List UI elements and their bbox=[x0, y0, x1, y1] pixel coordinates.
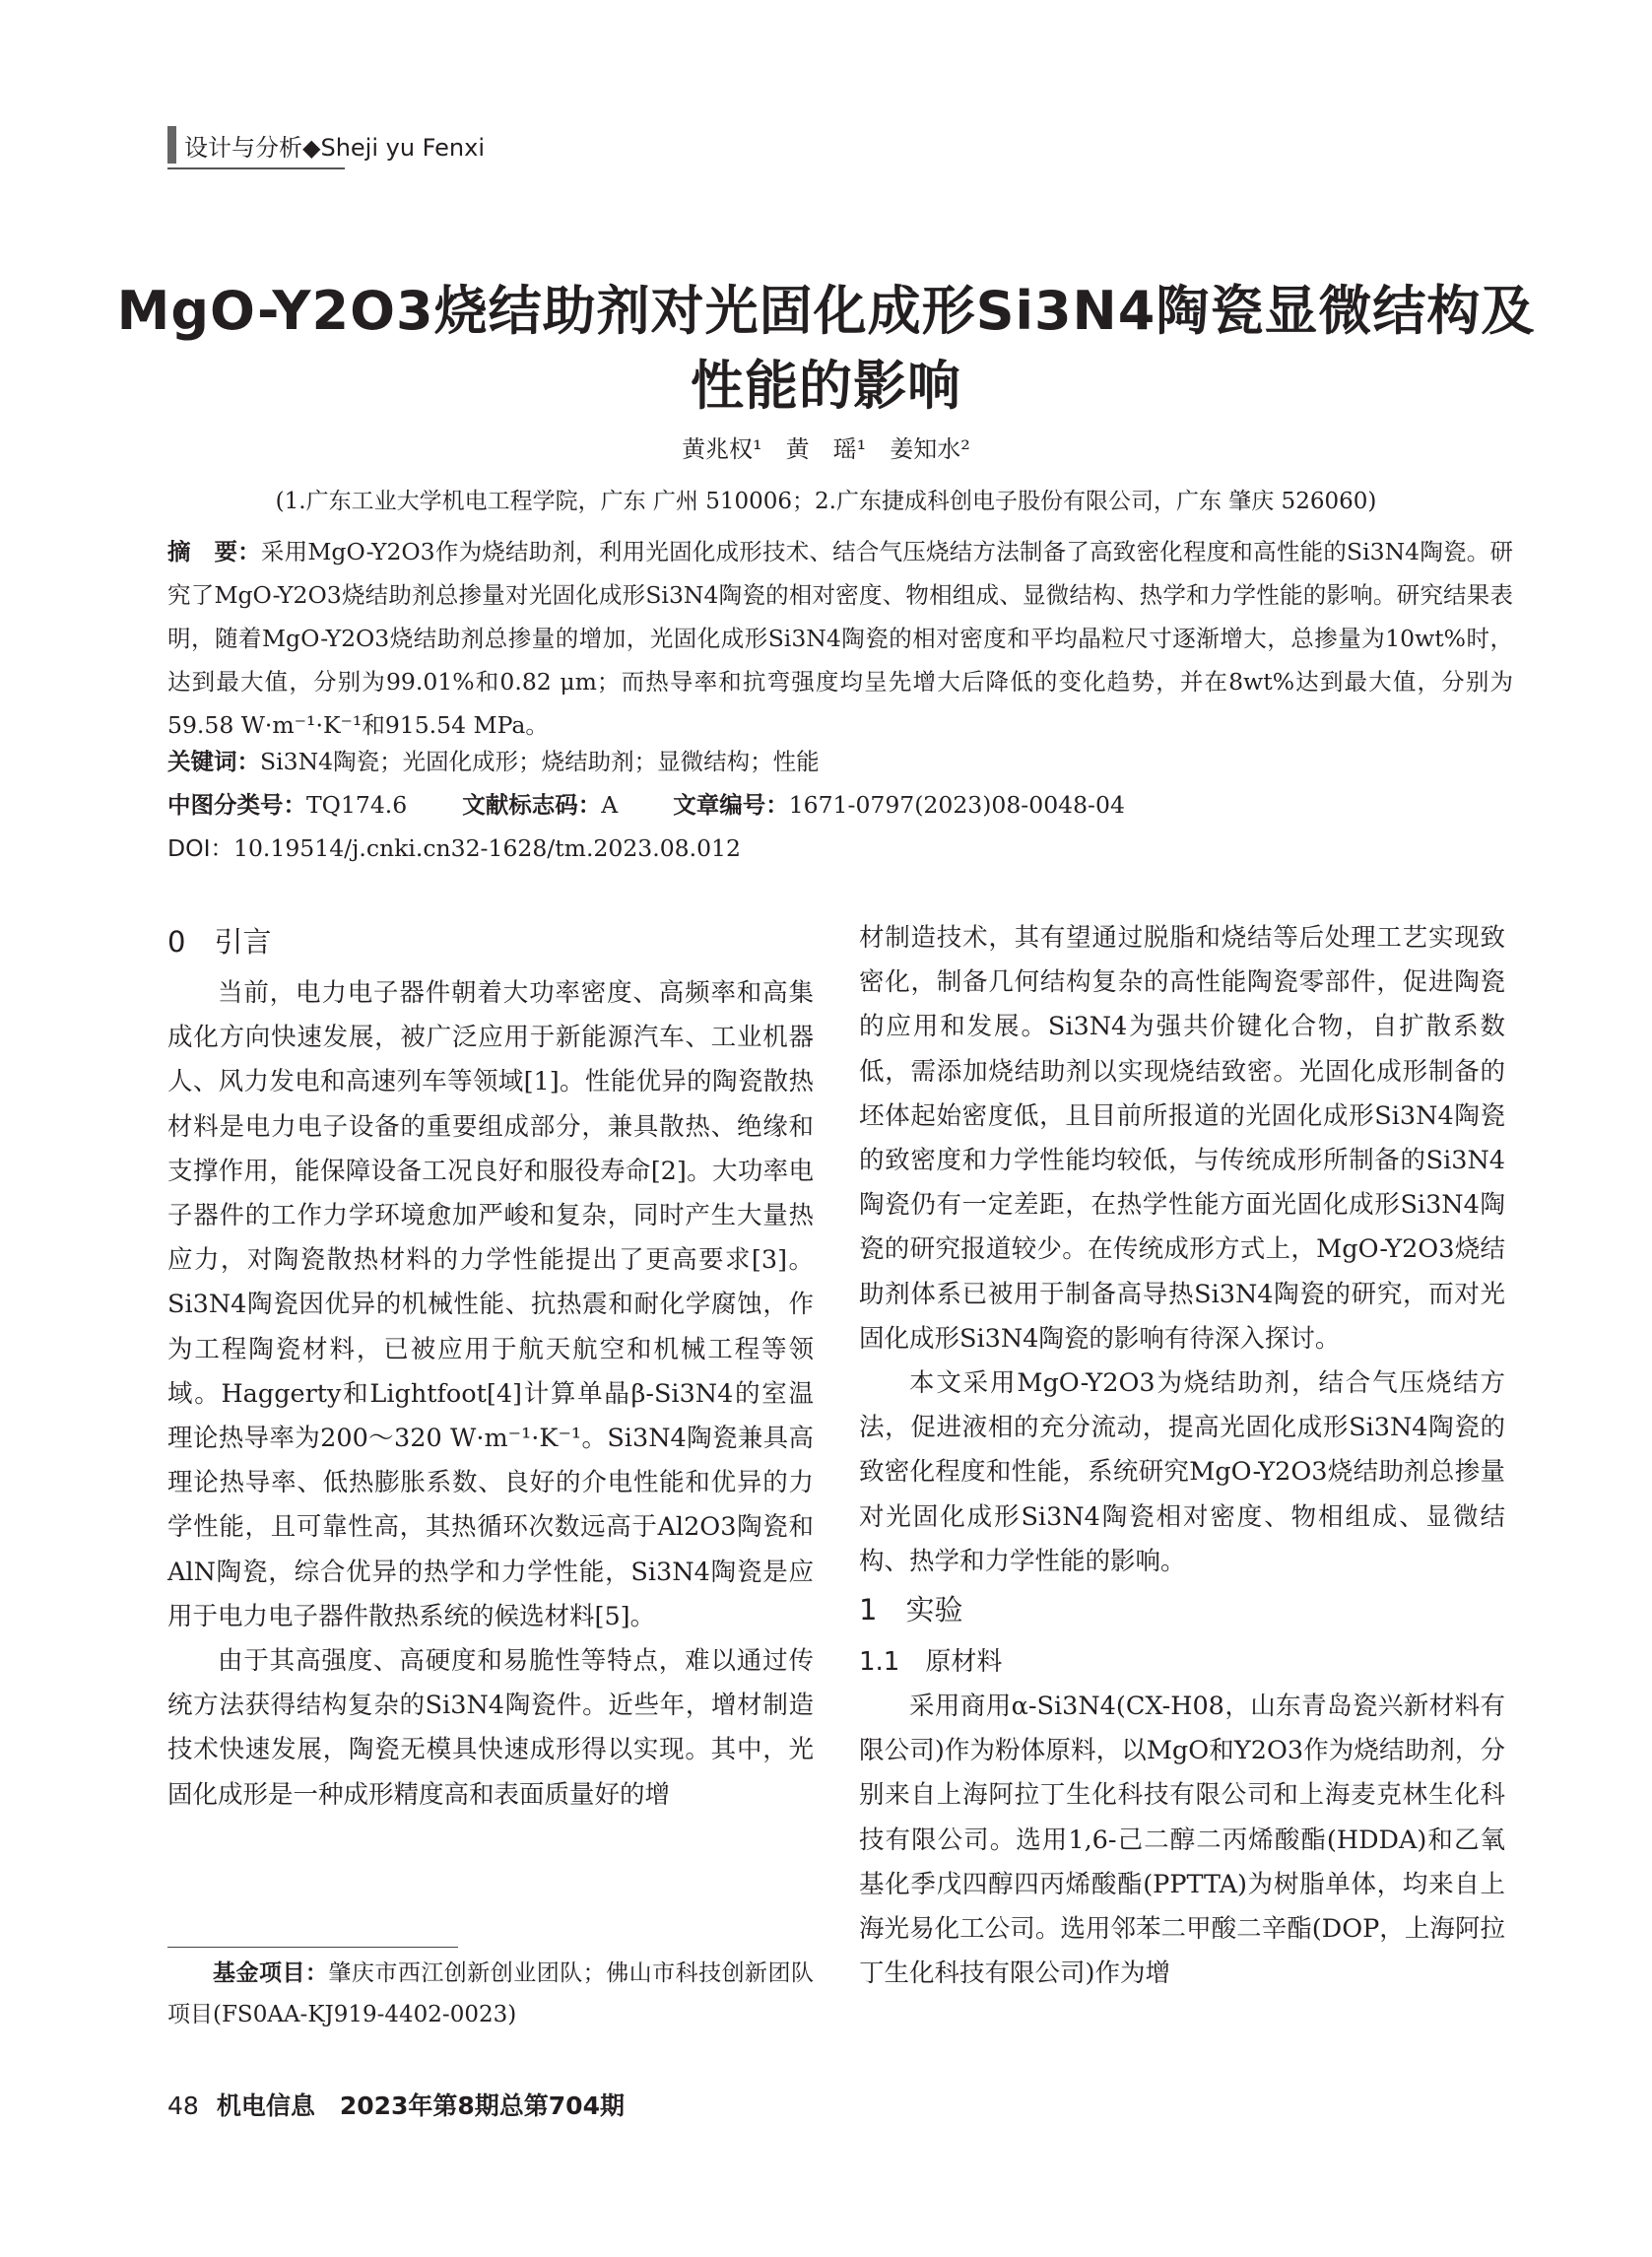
page-footer bbox=[167, 2087, 625, 2122]
doi bbox=[167, 830, 741, 863]
subsection-heading-materials: 1.1 原材料 bbox=[859, 1647, 1003, 1678]
footnote-rule bbox=[167, 1947, 458, 1948]
keywords bbox=[167, 743, 820, 776]
page-number: 48 bbox=[167, 2091, 199, 2120]
doi-label: DOI： bbox=[167, 834, 234, 862]
article-no-label: 文章编号： bbox=[673, 791, 789, 819]
paper-title-line1: MgO-Y2O3烧结助剂对光固化成形Si3N4陶瓷显微结构及 bbox=[116, 280, 1536, 342]
section-heading-experiment: 1 实验 bbox=[859, 1593, 963, 1627]
intro-paragraph-4: 本文采用MgO-Y2O3为烧结助剂，结合气压烧结方法，促进液相的充分流动，提高光固化成形Si3N4陶瓷的致密化程度和性能，系统研究MgO-Y2O3烧结助剂总掺量对光固化成形Si3N4陶瓷相对密度、物相组成、显微结构、热学和力学性能的影响。 bbox=[859, 1368, 1505, 1576]
header-tag bbox=[167, 126, 485, 164]
materials-paragraph: 采用商用α-Si3N4(CX-H08，山东青岛瓷兴新材料有限公司)作为粉体原料，以MgO和Y2O3作为烧结助剂，分别来自上海阿拉丁生化科技有限公司和上海麦克林生化科技有限公司。选用1,6-己二醇二丙烯酸酯(HDDA)和乙氧基化季戊四醇四丙烯酸酯(PPTTA)为树脂单体，均来自上海光易化工公司。选用邻苯二甲酸二辛酯(DOP，上海阿拉丁生化科技有限公司)作为增 bbox=[859, 1692, 1505, 1989]
doi-value: 10.19514/j.cnki.cn32-1628/tm.2023.08.012 bbox=[233, 834, 741, 862]
abstract bbox=[167, 530, 1513, 747]
abstract-text: 采用MgO-Y2O3作为烧结助剂，利用光固化成形技术、结合气压烧结方法制备了高致密化程度和高性能的Si3N4陶瓷。研究了MgO-Y2O3烧结助剂总掺量对光固化成形Si3N4陶瓷的相对密度、物相组成、显微结构、热学和力学性能的影响。研究结果表明，随着MgO-Y2O3烧结助剂总掺量的增加，光固化成形Si3N4陶瓷的相对密度和平均晶粒尺寸逐渐增大，总掺量为10wt%时，达到最大值，分别为99.01%和0.82 μm；而热导率和抗弯强度均呈先增大后降低的变化趋势，并在8wt%达到最大值，分别为59.58 W·m⁻¹·K⁻¹和915.54 MPa。 bbox=[167, 538, 1514, 739]
journal-issue: 机电信息 2023年第8期总第704期 bbox=[216, 2091, 625, 2120]
article-no-value: 1671-0797(2023)08-0048-04 bbox=[788, 791, 1125, 819]
funding-note bbox=[167, 1953, 814, 2035]
section-label: 设计与分析◆Sheji yu Fenxi bbox=[184, 133, 486, 162]
intro-paragraph-1: 当前，电力电子器件朝着大功率密度、高频率和高集成化方向快速发展，被广泛应用于新能源汽车、工业机器人、风力发电和高速列车等领域[1]。性能优异的陶瓷散热材料是电力电子设备的重要组成部分，兼具散热、绝缘和支撑作用，能保障设备工况良好和服役寿命[2]。大功率电子器件的工作力学环境愈加严峻和复杂，同时产生大量热应力，对陶瓷散热材料的力学性能提出了更高要求[3]。Si3N4陶瓷因优异的机械性能、抗热震和耐化学腐蚀，作为工程陶瓷材料，已被应用于航天航空和机械工程等领域。Haggerty和Lightfoot[4]计算单晶β-Si3N4的室温理论热导率为200～320 W·m⁻¹·K⁻¹。Si3N4陶瓷兼具高理论热导率、低热膨胀系数、良好的介电性能和优异的力学性能，且可靠性高，其热循环次数远高于Al2O3陶瓷和AlN陶瓷，综合优异的热学和力学性能，Si3N4陶瓷是应用于电力电子器件散热系统的候选材料[5]。 bbox=[167, 978, 814, 1631]
doc-code-value: A bbox=[601, 791, 619, 819]
funding-label: 基金项目： bbox=[213, 1960, 329, 1986]
affiliation: (1.广东工业大学机电工程学院，广东 广州 510006；2.广东捷成科创电子股份有限公司，广东 肇庆 526060) bbox=[275, 489, 1377, 514]
classification bbox=[167, 786, 1125, 820]
header-bar bbox=[167, 126, 176, 164]
keywords-text: Si3N4陶瓷；光固化成形；烧结助剂；显微结构；性能 bbox=[260, 748, 820, 775]
doc-code-label: 文献标志码： bbox=[462, 791, 602, 819]
intro-paragraph-3: 材制造技术，其有望通过脱脂和烧结等后处理工艺实现致密化，制备几何结构复杂的高性能陶瓷零部件，促进陶瓷的应用和发展。Si3N4为强共价键化合物，自扩散系数低，需添加烧结助剂以实现烧结致密。光固化成形制备的坯体起始密度低，且目前所报道的光固化成形Si3N4陶瓷的致密度和力学性能均较低，与传统成形所制备的Si3N4陶瓷仍有一定差距，在热学性能方面光固化成形Si3N4陶瓷的研究报道较少。在传统成形方式上，MgO-Y2O3烧结助剂体系已被用于制备高导热Si3N4陶瓷的研究，而对光固化成形Si3N4陶瓷的影响有待深入探讨。 bbox=[859, 923, 1505, 1354]
left-column bbox=[167, 916, 814, 1818]
abstract-label: 摘 要： bbox=[167, 538, 261, 565]
clc-label: 中图分类号： bbox=[167, 791, 306, 819]
header-rule bbox=[167, 167, 345, 169]
funding-text: 肇庆市西江创新创业团队；佛山市科技创新团队项目(FS0AA-KJ919-4402-0023) bbox=[167, 1960, 815, 2027]
keywords-label: 关键词： bbox=[167, 748, 260, 775]
clc-value: TQ174.6 bbox=[306, 791, 408, 819]
section-heading-intro: 0 引言 bbox=[167, 925, 272, 959]
right-column bbox=[859, 916, 1505, 1996]
authors: 黄兆权¹ 黄 瑶¹ 姜知水² bbox=[682, 435, 970, 463]
paper-title-line2: 性能的影响 bbox=[691, 355, 961, 417]
intro-paragraph-2: 由于其高强度、高硬度和易脆性等特点，难以通过传统方法获得结构复杂的Si3N4陶瓷件。近些年，增材制造技术快速发展，陶瓷无模具快速成形得以实现。其中，光固化成形是一种成形精度高和表面质量好的增 bbox=[167, 1646, 814, 1810]
